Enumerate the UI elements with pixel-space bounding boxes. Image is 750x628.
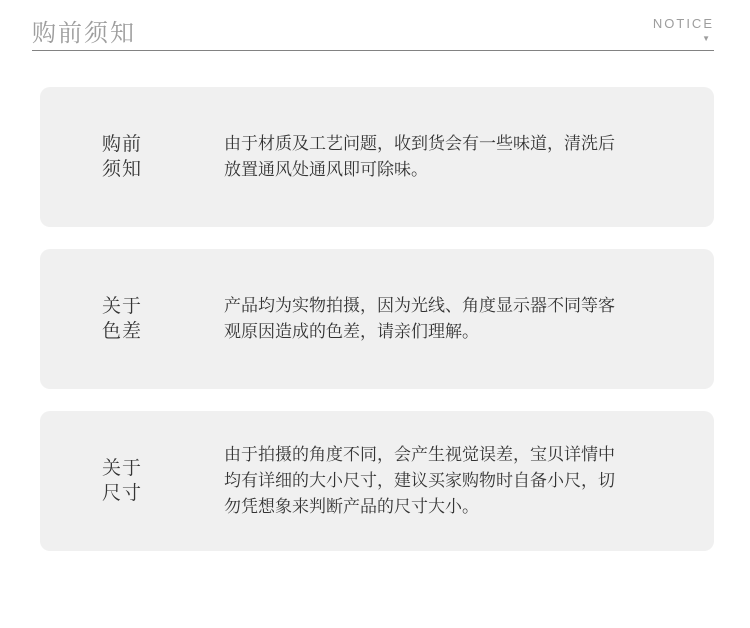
card-label-line: 关于 [102, 296, 143, 317]
notice-card-prepurchase [40, 87, 714, 227]
notice-cards [0, 51, 750, 551]
card-body-line: 勿凭想象来判断产品的尺寸大小。 [224, 497, 479, 516]
page-title: 购前须知 [32, 20, 136, 47]
card-body [224, 293, 635, 345]
card-body-line: 观原因造成的色差，请亲们理解。 [224, 322, 479, 341]
card-label [40, 456, 224, 506]
card-body [224, 131, 635, 183]
card-label [40, 132, 224, 182]
notice-label: NOTICE [652, 16, 714, 31]
notice-dropdown[interactable] [653, 16, 714, 43]
chevron-down-icon: ▼ [702, 34, 710, 43]
section-header [32, 0, 714, 51]
card-body-line: 由于拍摄的角度不同，会产生视觉误差，宝贝详情中 [224, 445, 615, 464]
card-label-line: 购前 [102, 134, 143, 155]
card-body-line: 由于材质及工艺问题，收到货会有一些味道，清洗后 [224, 134, 615, 153]
card-label [40, 294, 224, 344]
notice-card-size [40, 411, 714, 551]
card-body-line: 均有详细的大小尺寸，建议买家购物时自备小尺，切 [224, 471, 615, 490]
card-body-line: 放置通风处通风即可除味。 [224, 160, 428, 179]
card-body [224, 442, 635, 520]
card-label-line: 关于 [102, 458, 143, 479]
card-label-line: 须知 [102, 159, 143, 180]
card-label-line: 尺寸 [102, 483, 143, 504]
notice-card-color-difference [40, 249, 714, 389]
card-body-line: 产品均为实物拍摄，因为光线、角度显示器不同等客 [224, 296, 615, 315]
card-label-line: 色差 [102, 321, 143, 342]
